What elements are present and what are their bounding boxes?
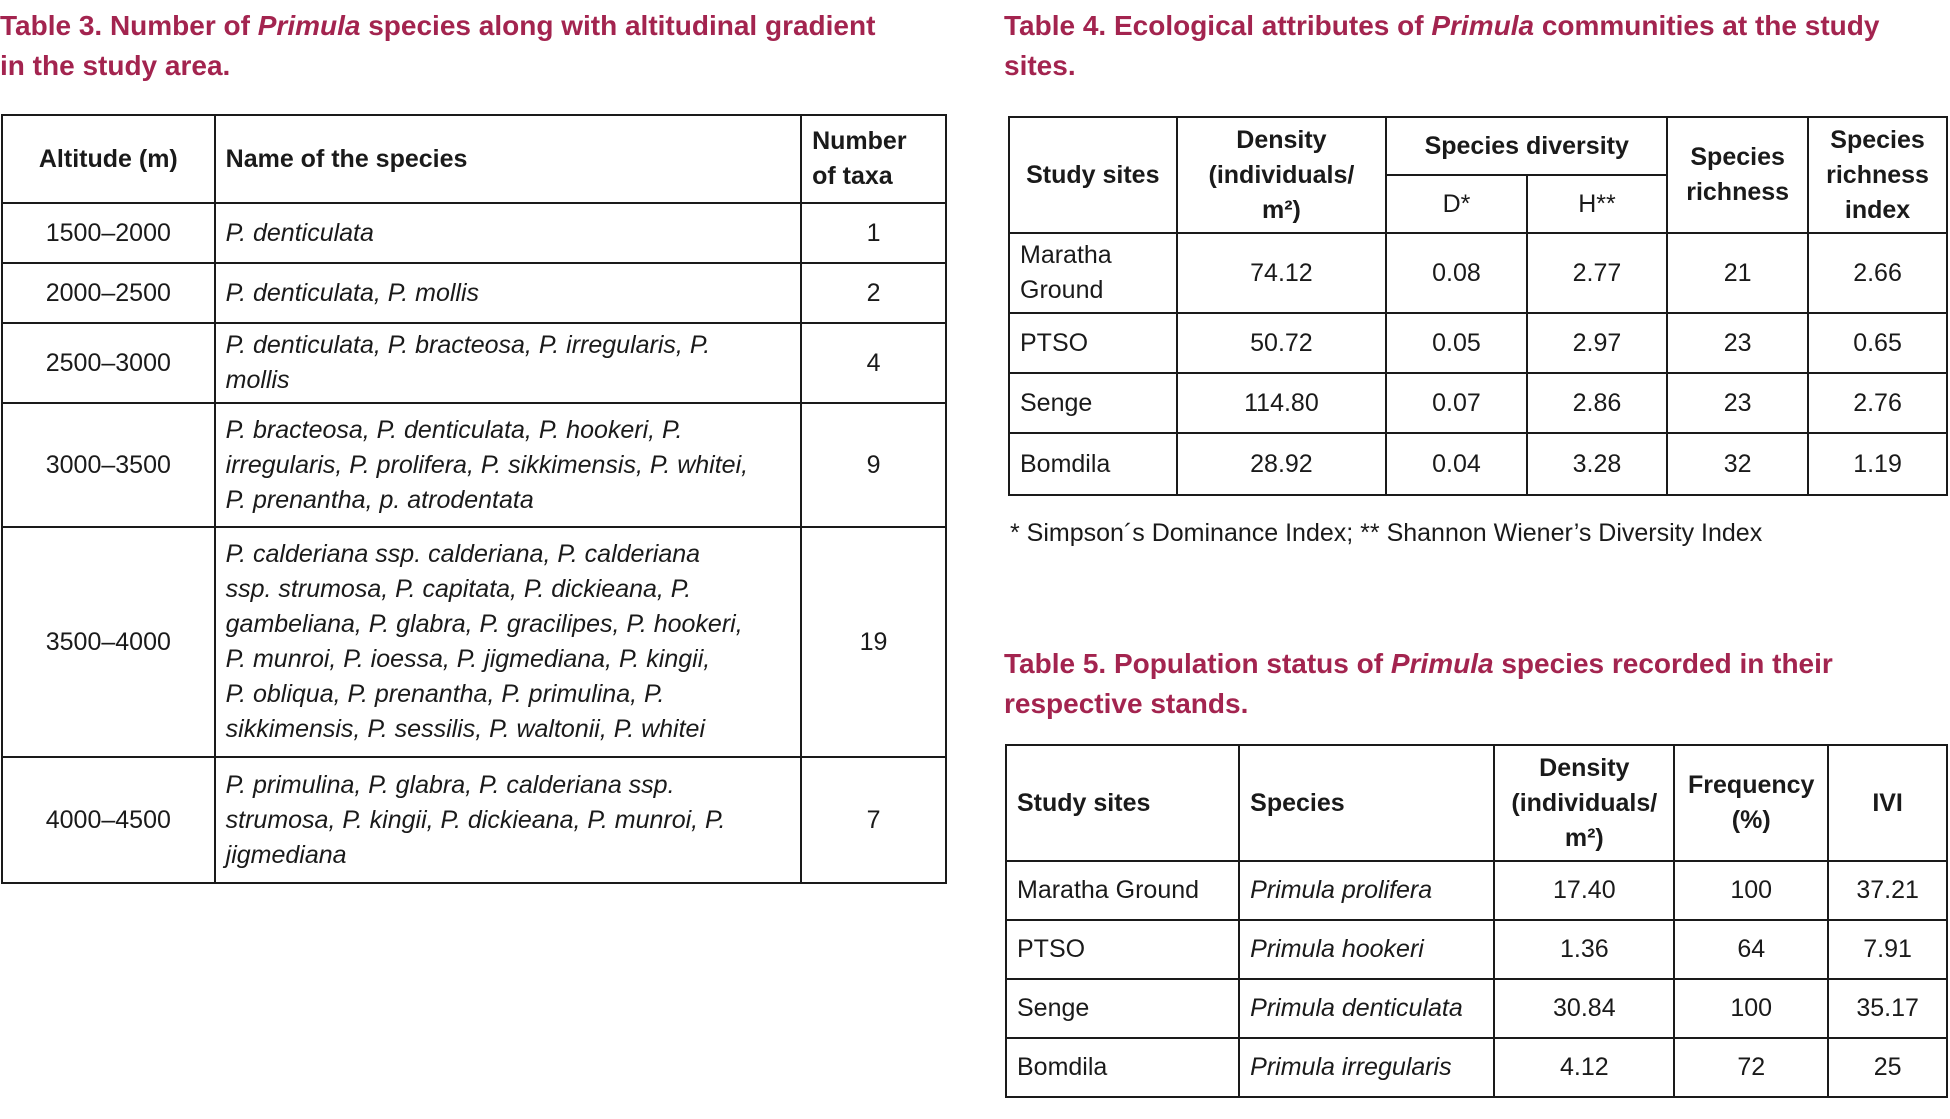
species-cell: Primula hookeri [1239,920,1494,979]
table4-caption: Table 4. Ecological attributes of Primula communities at the study sites. [1004,10,1880,81]
species-cell: Primula prolifera [1239,861,1494,920]
taxa-cell: 1 [801,203,946,263]
header-h: H** [1527,175,1667,233]
header-number-of-taxa: Number of taxa [801,115,946,203]
richness-cell: 21 [1667,233,1808,313]
frequency-cell: 100 [1674,979,1828,1038]
site-cell: Senge [1006,979,1239,1038]
index-cell: 2.66 [1808,233,1947,313]
site-cell: Bomdila [1009,433,1177,495]
h-cell: 2.77 [1527,233,1667,313]
species-cell: P. bracteosa, P. denticulata, P. hookeri, P. irregularis, P. prolifera, P. sikkimensis, P. whitei, P. prenantha, p. atrodentata [215,403,801,527]
taxa-cell: 19 [801,527,946,757]
h-cell: 2.97 [1527,313,1667,373]
index-cell: 2.76 [1808,373,1947,433]
density-cell: 4.12 [1494,1038,1674,1097]
species-cell: Primula irregularis [1239,1038,1494,1097]
header-frequency: Frequency (%) [1674,745,1828,861]
table4-header-row [1009,117,1947,175]
species-cell: P. calderiana ssp. calderiana, P. calderiana ssp. strumosa, P. capitata, P. dickieana, P. gambeliana, P. glabra, P. gracilipes, P. hookeri, P. munroi, P. ioessa, P. jigmediana, P. kingii, P. obliqua, P. prenantha, P. primulina, P. sikkimensis, P. sessilis, P. waltonii, P. whitei [215,527,801,757]
header-species: Name of the species [215,115,801,203]
taxa-cell: 2 [801,263,946,323]
table5-header-row [1006,745,1947,861]
density-cell: 30.84 [1494,979,1674,1038]
density-cell: 114.80 [1177,373,1387,433]
table-row [2,527,946,757]
altitude-cell: 3500–4000 [2,527,215,757]
header-study-sites: Study sites [1009,117,1177,233]
richness-cell: 23 [1667,313,1808,373]
species-cell: P. denticulata, P. mollis [215,263,801,323]
index-cell: 0.65 [1808,313,1947,373]
header-density: Density (individuals/ m²) [1177,117,1387,233]
site-cell: Maratha Ground [1006,861,1239,920]
density-cell: 28.92 [1177,433,1387,495]
table-row [1009,433,1947,495]
h-cell: 3.28 [1527,433,1667,495]
table-row [1006,1038,1947,1097]
altitude-cell: 3000–3500 [2,403,215,527]
table-row [2,323,946,403]
frequency-cell: 72 [1674,1038,1828,1097]
richness-cell: 32 [1667,433,1808,495]
table-row [1006,979,1947,1038]
altitude-cell: 2000–2500 [2,263,215,323]
altitude-cell: 4000–4500 [2,757,215,883]
d-cell: 0.08 [1386,233,1526,313]
table-row [1006,920,1947,979]
table-row [2,757,946,883]
density-cell: 17.40 [1494,861,1674,920]
table5-caption: Table 5. Population status of Primula species recorded in their respective stands. [1004,648,1833,719]
species-cell: Primula denticulata [1239,979,1494,1038]
table3 [1,114,947,884]
altitude-cell: 1500–2000 [2,203,215,263]
site-cell: PTSO [1009,313,1177,373]
table-row [2,403,946,527]
density-cell: 1.36 [1494,920,1674,979]
ivi-cell: 35.17 [1828,979,1947,1038]
taxa-cell: 4 [801,323,946,403]
header-species-richness: Species richness [1667,117,1808,233]
altitude-cell: 2500–3000 [2,323,215,403]
d-cell: 0.05 [1386,313,1526,373]
index-cell: 1.19 [1808,433,1947,495]
table4-footnote: * Simpson´s Dominance Index; ** Shannon Wiener’s Diversity Index [1010,519,1763,547]
species-cell: P. denticulata [215,203,801,263]
taxa-cell: 9 [801,403,946,527]
table3-caption: Table 3. Number of Primula species along with altitudinal gradient in the study area. [0,10,876,81]
table-row [1009,373,1947,433]
species-cell: P. primulina, P. glabra, P. calderiana ssp. strumosa, P. kingii, P. dickieana, P. munroi, P. jigmediana [215,757,801,883]
header-species-richness-index: Species richness index [1808,117,1947,233]
density-cell: 50.72 [1177,313,1387,373]
ivi-cell: 7.91 [1828,920,1947,979]
density-cell: 74.12 [1177,233,1387,313]
d-cell: 0.07 [1386,373,1526,433]
ivi-cell: 37.21 [1828,861,1947,920]
header-d: D* [1386,175,1526,233]
taxa-cell: 7 [801,757,946,883]
table5 [1005,744,1948,1098]
site-cell: Bomdila [1006,1038,1239,1097]
ivi-cell: 25 [1828,1038,1947,1097]
table-row [2,263,946,323]
frequency-cell: 100 [1674,861,1828,920]
site-cell: Senge [1009,373,1177,433]
table-row [2,203,946,263]
h-cell: 2.86 [1527,373,1667,433]
header-ivi: IVI [1828,745,1947,861]
site-cell: Maratha Ground [1009,233,1177,313]
header-study-sites: Study sites [1006,745,1239,861]
header-density: Density (individuals/ m²) [1494,745,1674,861]
header-altitude: Altitude (m) [2,115,215,203]
table4 [1008,116,1948,496]
species-cell: P. denticulata, P. bracteosa, P. irregularis, P. mollis [215,323,801,403]
table3-header-row [2,115,946,203]
frequency-cell: 64 [1674,920,1828,979]
richness-cell: 23 [1667,373,1808,433]
table-row [1009,233,1947,313]
header-species: Species [1239,745,1494,861]
table-row [1009,313,1947,373]
table-row [1006,861,1947,920]
site-cell: PTSO [1006,920,1239,979]
header-species-diversity: Species diversity [1386,117,1667,175]
d-cell: 0.04 [1386,433,1526,495]
